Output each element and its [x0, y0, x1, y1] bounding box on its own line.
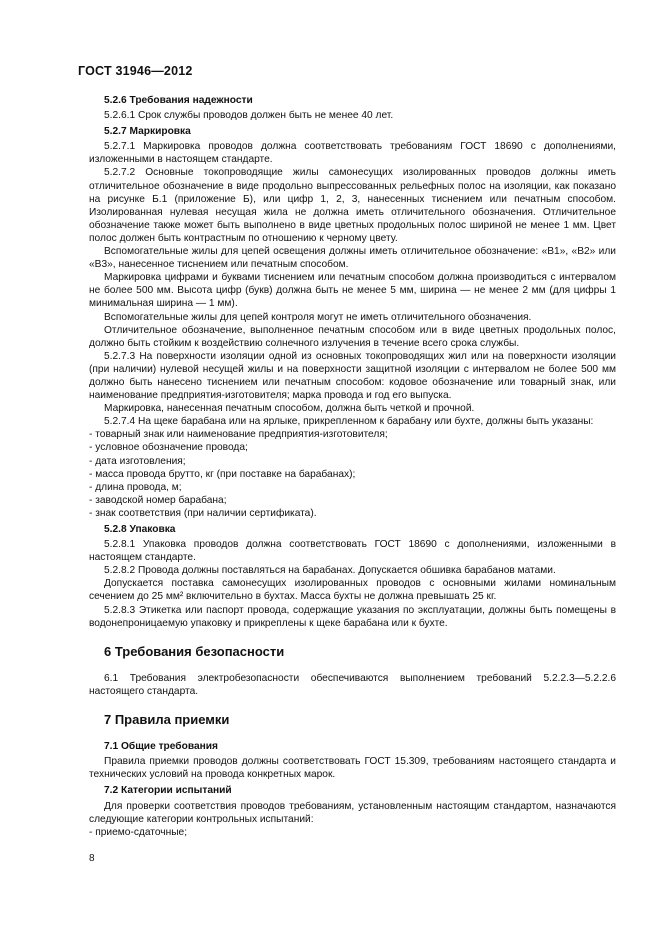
subsection-heading: 5.2.8 Упаковка [104, 524, 176, 535]
list-item: - дата изготовления; [89, 455, 186, 467]
paragraph: Правила приемки проводов должны соответствовать ГОСТ 15.309, требованиям настоящего стандарта и технических условий на провода конкретных марок. [89, 756, 616, 781]
list-item: - знак соответствия (при наличии сертификата). [89, 507, 317, 519]
list-item: - масса провода брутто, кг (при поставке на барабанах); [89, 468, 356, 480]
list-item: - товарный знак или наименование предприятия-изготовителя; [89, 429, 388, 441]
paragraph: Вспомогательные жилы для цепей освещения должны иметь отличительное обозначение: «В1», «В2» или «В3», нанесенное тиснением или печатным способом. [89, 246, 616, 271]
list-item: - условное обозначение провода; [89, 442, 248, 454]
subsection-heading: 7.2 Категории испытаний [104, 785, 232, 797]
paragraph: 5.2.6.1 Срок службы проводов должен быть не менее 40 лет. [104, 110, 394, 122]
paragraph: Маркировка цифрами и буквами тиснением или печатным способом должна производиться с интервалом не более 500 мм. Высота цифр (букв) должна быть не менее 5 мм, ширина — не менее 2 мм (для цифры 1 минимальная ширина — 1 мм). [89, 272, 616, 310]
paragraph: 5.2.7.4 На щеке барабана или на ярлыке, прикрепленном к барабану или бухте, должны быть указаны: [104, 416, 594, 428]
paragraph: 5.2.7.1 Маркировка проводов должна соответствовать требованиям ГОСТ 18690 с дополнениями, изложенными в настоящем стандарте. [89, 141, 616, 166]
paragraph: Отличительное обозначение, выполненное печатным способом или в виде цветных продольных полос, должно быть стойким к воздействию солнечного излучения в течение всего срока службы. [89, 324, 616, 349]
paragraph: 5.2.7.2 Основные токопроводящие жилы самонесущих изолированных проводов должны иметь отличительное обозначение в виде продольно выпрессованных рельефных полос на изоляции, как показано на рисунке Б.1 (приложение Б), или цифр 1, 2, 3, нанесенных тиснением или печатным способом. Изолированная нулевая несущая жила не должна иметь отличительного обозначения. Отличительное обозначение также может быть выполнено в виде цветных продольных полос шириной не менее 1 мм. Цвет полос должен быть контрастным по отношению к черному цвету. [89, 167, 616, 244]
list-item: - приемо-сдаточные; [89, 826, 188, 838]
paragraph: 5.2.8.2 Провода должны поставляться на барабанах. Допускается обшивка барабанов матами. [104, 565, 556, 577]
subsection-heading: 5.2.6 Требования надежности [104, 95, 253, 106]
paragraph: Для проверки соответствия проводов требованиям, установленным настоящим стандартом, назначаются следующие категории контрольных испытаний: [89, 800, 616, 825]
paragraph: Вспомогательные жилы для цепей контроля могут не иметь отличительного обозначения. [104, 311, 532, 323]
list-item: - заводской номер барабана; [89, 494, 227, 506]
section-heading: 7 Правила приемки [104, 712, 230, 728]
section-heading: 6 Требования безопасности [104, 643, 285, 659]
subsection-heading: 5.2.7 Маркировка [104, 126, 191, 138]
paragraph: 5.2.8.3 Этикетка или паспорт провода, содержащие указания по эксплуатации, должны быть помещены в водонепроницаемую упаковку и прикреплены к щеке барабана или к бухте. [89, 604, 616, 629]
paragraph: 5.2.8.1 Упаковка проводов должна соответствовать ГОСТ 18690 с дополнениями, изложенными в настоящем стандарте. [89, 539, 616, 564]
paragraph: 5.2.7.3 На поверхности изоляции одной из основных токопроводящих жил или на поверхности изоляции (при наличии) нулевой несущей жилы и на поверхности защитной изоляции с интервалом не более 500 мм должно быть нанесено тиснением или печатным способом: кодовое обозначение или товарный знак, или наименование предприятия-изготовителя; марка провода и год его выпуска. [89, 350, 616, 402]
paragraph: 6.1 Требования электробезопасности обеспечиваются выполнением требований 5.2.2.3—5.2.2.6 настоящего стандарта. [89, 672, 616, 697]
subsection-heading: 7.1 Общие требования [104, 741, 218, 753]
list-item: - длина провода, м; [89, 481, 182, 493]
paragraph: Допускается поставка самонесущих изолированных проводов с основными жилами номинальным сечением до 25 мм² включительно в бухтах. Масса бухты не должна превышать 25 кг. [89, 578, 616, 603]
document-body [89, 94, 616, 839]
document-header: ГОСТ 31946—2012 [78, 64, 193, 78]
paragraph: Маркировка, нанесенная печатным способом, должна быть четкой и прочной. [104, 403, 475, 415]
page-number: 8 [89, 853, 95, 864]
